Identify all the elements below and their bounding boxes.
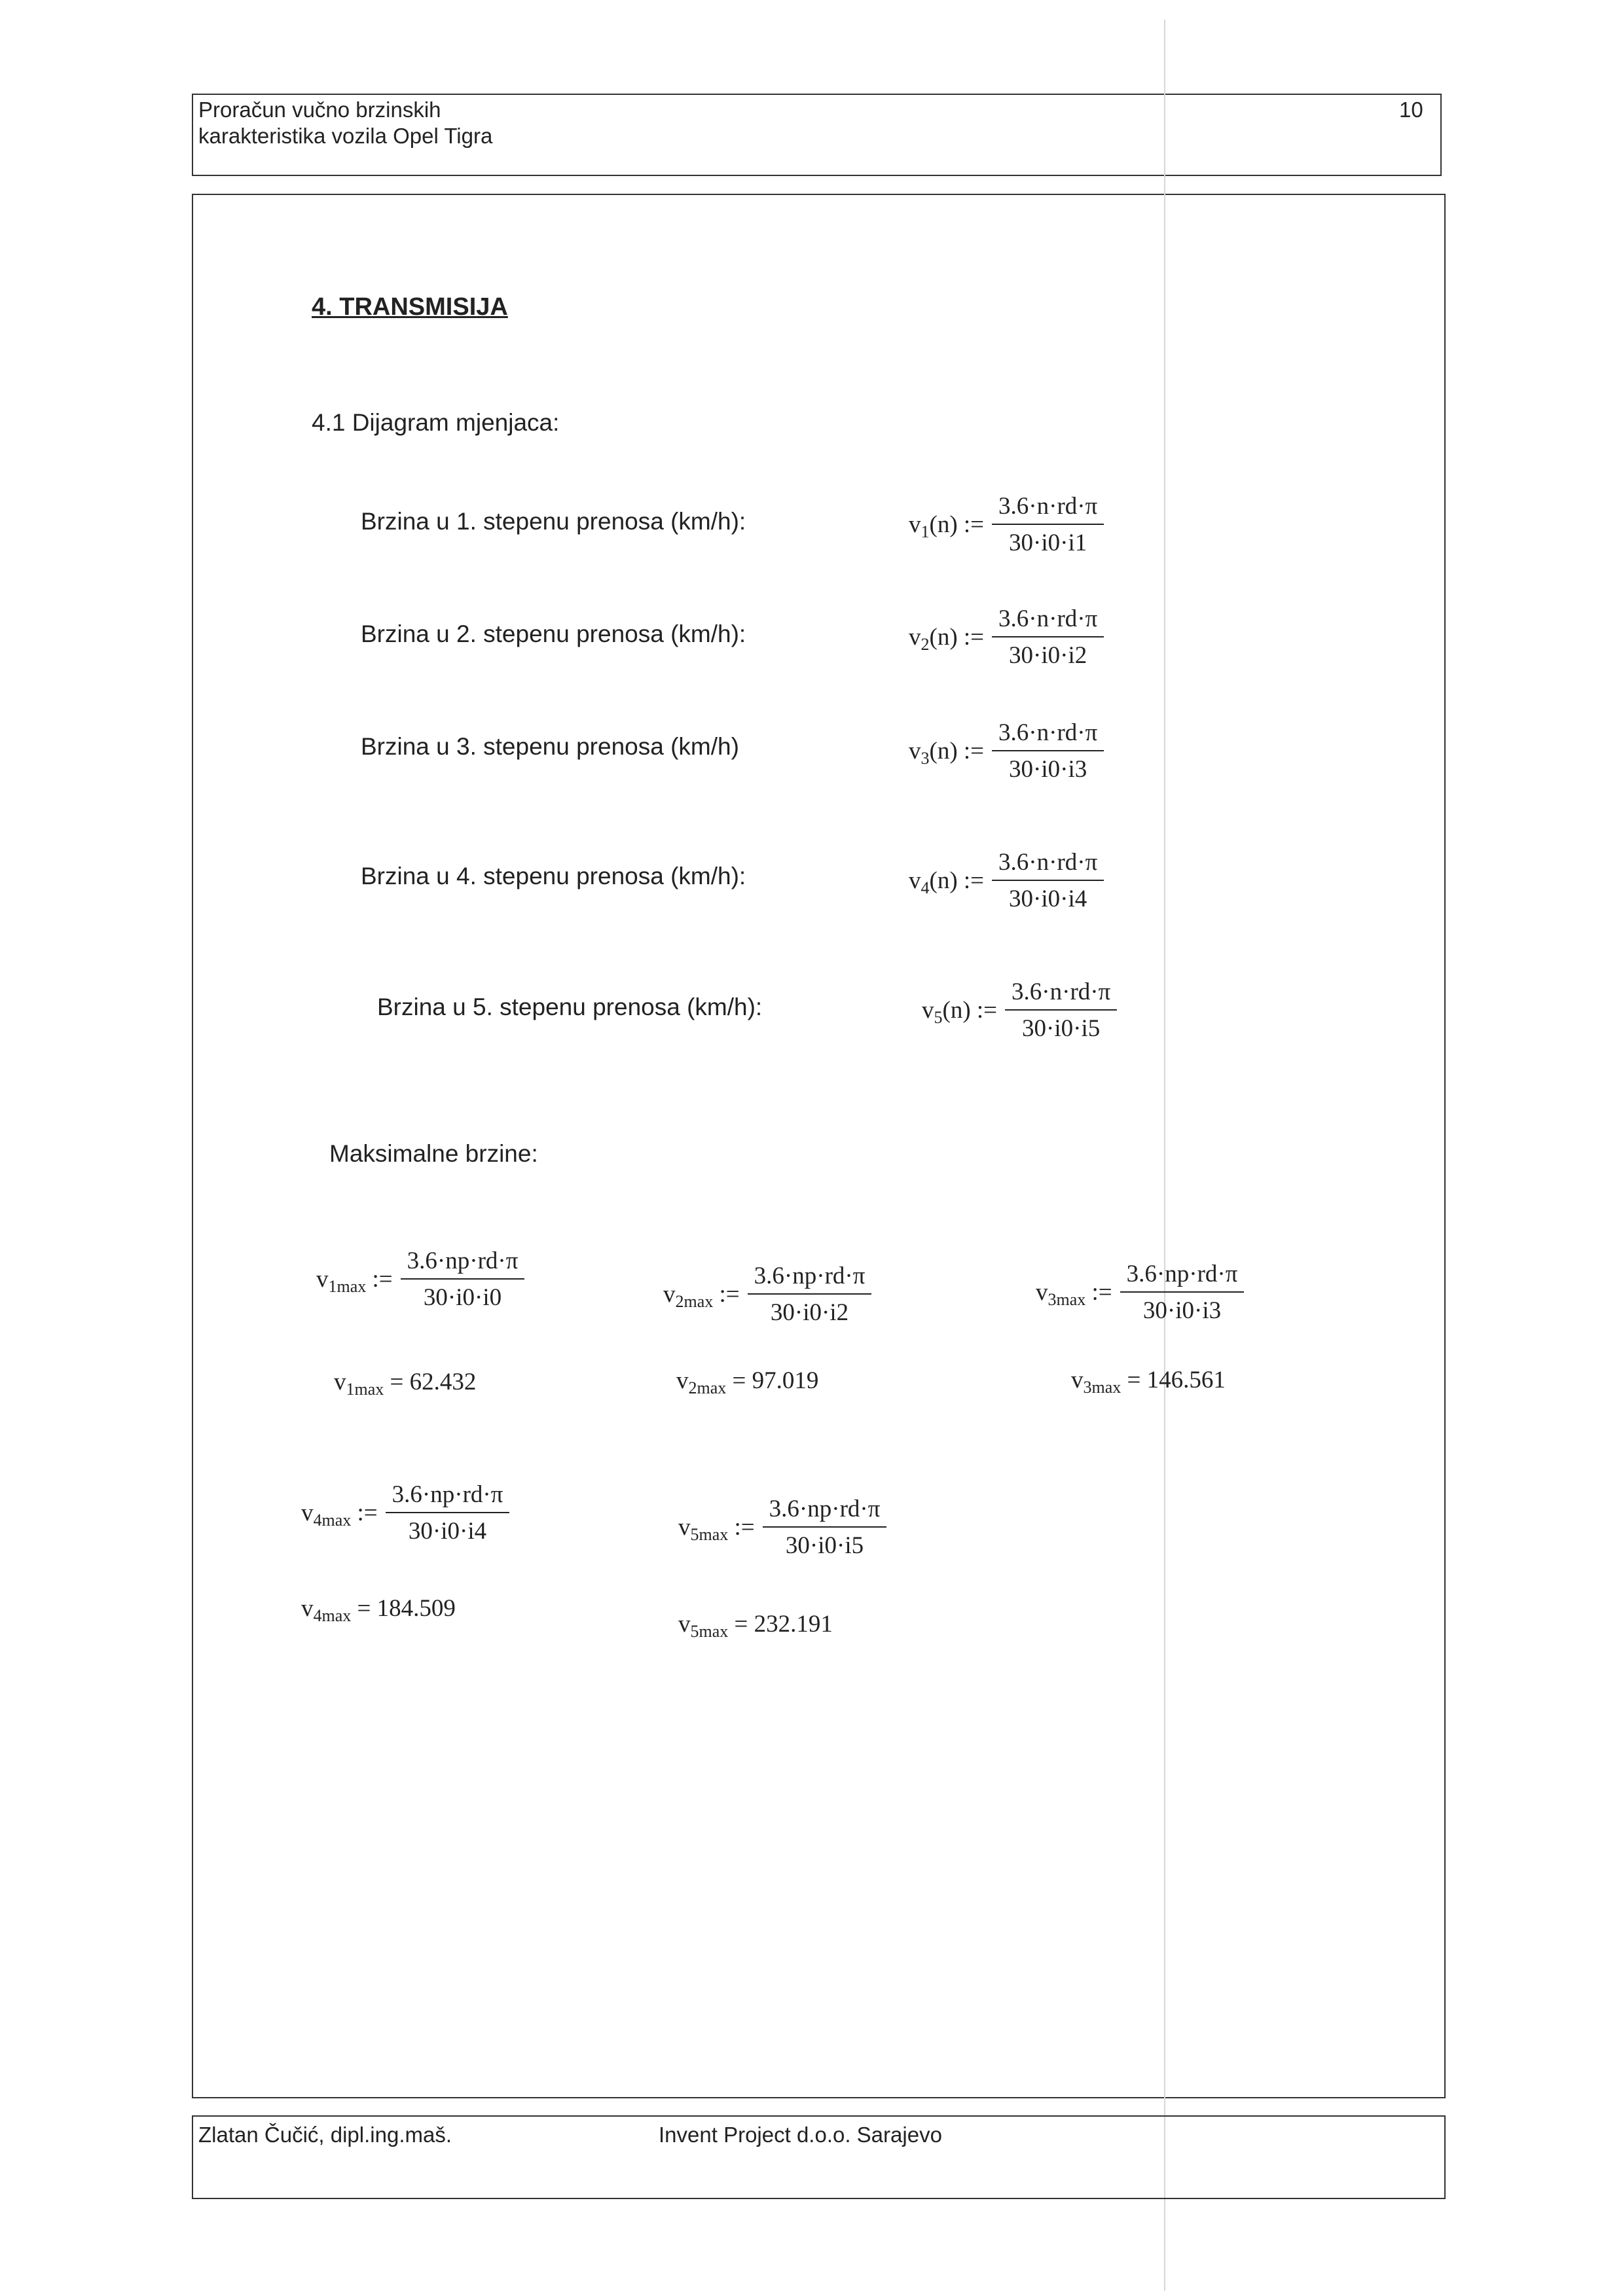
- max-speed-formula: $v_{4max}$ := $\frac{3.6\cdot np\cdot rd\cdot\pi}{30\cdot i0\cdot i4}$: [301, 1480, 509, 1545]
- max-speed-result: $v_{4max} = 184.509$: [301, 1595, 456, 1625]
- gear-speed-label: Brzina u 2. stepenu prenosa (km/h):: [361, 620, 746, 647]
- page-number: 10: [1399, 98, 1423, 122]
- section-heading: 4. TRANSMISIJA: [312, 293, 508, 321]
- header-title-line1: Proračun vučno brzinskih: [198, 98, 441, 122]
- gear-speed-formula: $v_1(n)$ := $\frac{3.6\cdot n\cdot rd\cdot\pi}{30\cdot i0\cdot i1}$: [909, 492, 1104, 557]
- gear-speed-formula: $v_3(n)$ := $\frac{3.6\cdot n\cdot rd\cdot\pi}{30\cdot i0\cdot i3}$: [909, 719, 1104, 783]
- gear-speed-label: Brzina u 3. stepenu prenosa (km/h): [361, 733, 739, 760]
- max-speed-result: $v_{1max} = 62.432$: [334, 1369, 477, 1399]
- max-speed-formula: $v_{5max}$ := $\frac{3.6\cdot np\cdot rd\cdot\pi}{30\cdot i0\cdot i5}$: [678, 1495, 886, 1560]
- max-speed-formula: $v_{3max}$ := $\frac{3.6\cdot np\cdot rd\cdot\pi}{30\cdot i0\cdot i3}$: [1036, 1260, 1244, 1325]
- max-speed-result: $v_{2max} = 97.019$: [676, 1367, 819, 1397]
- footer-company: Invent Project d.o.o. Sarajevo: [659, 2123, 942, 2147]
- footer-author: Zlatan Čučić, dipl.ing.maš.: [198, 2123, 452, 2147]
- section-subheading: 4.1 Dijagram mjenjaca:: [312, 409, 560, 436]
- max-speed-result: $v_{5max} = 232.191$: [678, 1611, 833, 1641]
- gear-speed-formula: $v_4(n)$ := $\frac{3.6\cdot n\cdot rd\cdot\pi}{30\cdot i0\cdot i4}$: [909, 848, 1104, 913]
- gear-speed-label: Brzina u 5. stepenu prenosa (km/h):: [377, 994, 763, 1020]
- gear-speed-label: Brzina u 1. stepenu prenosa (km/h):: [361, 508, 746, 535]
- max-speed-formula: $v_{2max}$ := $\frac{3.6\cdot np\cdot rd\cdot\pi}{30\cdot i0\cdot i2}$: [663, 1262, 871, 1327]
- scan-line-artifact: [1164, 20, 1165, 2291]
- gear-speed-label: Brzina u 4. stepenu prenosa (km/h):: [361, 863, 746, 889]
- header-title-line2: karakteristika vozila Opel Tigra: [198, 124, 493, 148]
- max-speeds-label: Maksimalne brzine:: [329, 1140, 538, 1167]
- max-speed-formula: $v_{1max}$ := $\frac{3.6\cdot np\cdot rd\cdot\pi}{30\cdot i0\cdot i0}$: [316, 1247, 524, 1312]
- gear-speed-formula: $v_5(n)$ := $\frac{3.6\cdot n\cdot rd\cdot\pi}{30\cdot i0\cdot i5}$: [922, 978, 1117, 1043]
- gear-speed-formula: $v_2(n)$ := $\frac{3.6\cdot n\cdot rd\cdot\pi}{30\cdot i0\cdot i2}$: [909, 605, 1104, 670]
- max-speed-result: $v_{3max} = 146.561$: [1071, 1367, 1226, 1397]
